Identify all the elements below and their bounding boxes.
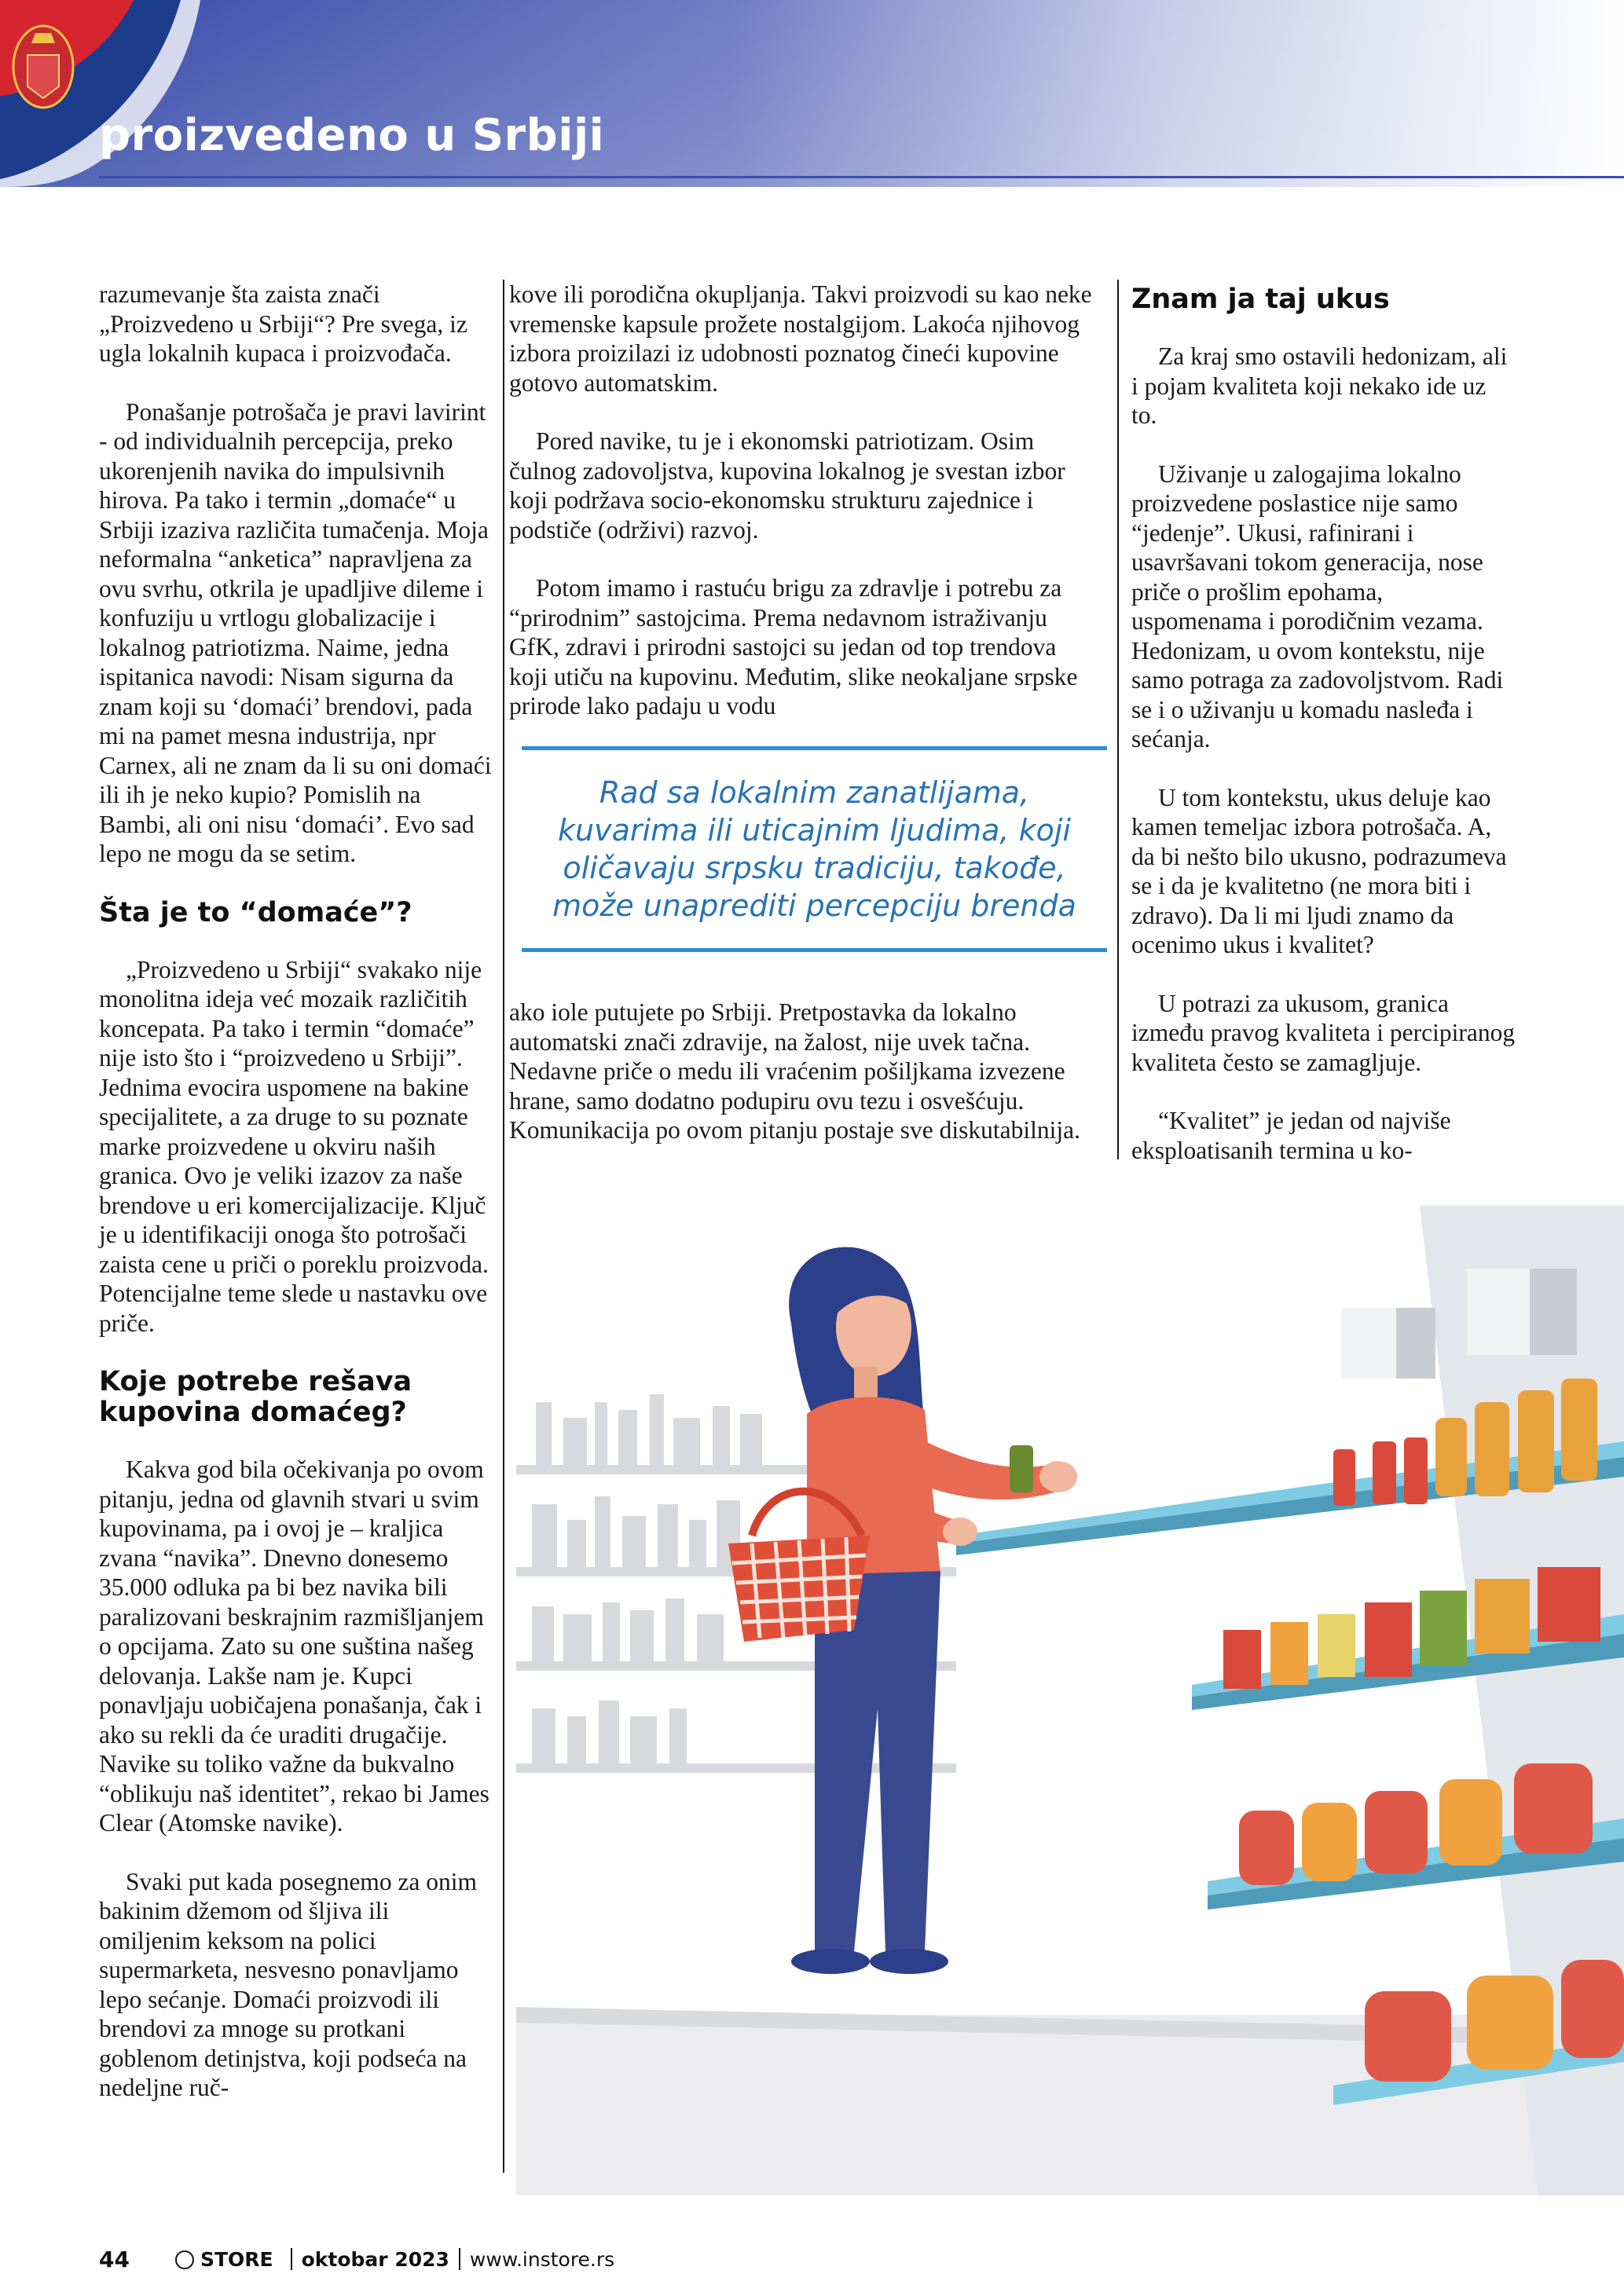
shopper-illustration — [516, 1206, 1624, 2195]
woman-shopper — [728, 1247, 1077, 1974]
paragraph: Pored navike, tu je i ekonomski patriotizam. Osim čulnog zadovoljstva, kupovina lokalnog je svestan izbor koji podržava socio-ekonomsku strukturu zajednice i podstiče (održivi) razvoj. — [509, 427, 1065, 544]
paragraph: “Kvalitet” je jedan od najviše eksploatisanih termina u ko- — [1131, 1107, 1451, 1164]
page-number: 44 — [99, 2246, 130, 2272]
paragraph: „Proizvedeno u Srbiji“ svakako nije monolitna ideja već mozaik različitih koncepata. Pa tako i termin “domaće” nije isto što i “proizvedeno u Srbiji”. Jednima evocira uspomene na bakine specijalitete, a za druge to su poznate marke proizvedene u okviru naših granica. Ovo je veliki izazov za naše brendove u eri komercijalizacije. Ključ je u identifikaciji onoga što potrošači zaista cene u priči o poreklu proizvoda. Potencijalne teme slede u nastavku ove priče. — [99, 955, 489, 1337]
page-footer — [99, 2245, 614, 2273]
paragraph: Za kraj smo ostavili hedonizam, ali i pojam kvaliteta koji nekako ide uz to. — [1131, 342, 1508, 429]
paragraph: Potom imamo i rastuću brigu za zdravlje i potrebu za “prirodnim” sastojcima. Prema nedavnom istraživanju GfK, zdravi i prirodni sastojci su jedan od top trendova koji utiču na kupovinu. Međutim, slike neokaljane srpske prirode lako padaju u vodu — [509, 574, 1078, 720]
article-column-1 — [99, 280, 496, 2132]
paragraph: kove ili porodična okupljanja. Takvi proizvodi su kao neke vremenske kapsule prožete nostalgijom. Lakoća njihovog izbora proizilazi iz udobnosti poznatog čineći kupovine gotovo automatskim. — [509, 280, 1092, 397]
paragraph: U potrazi za ukusom, granica između pravog kvaliteta i percipiranog kvaliteta često se zamagljuje. — [1131, 989, 1516, 1076]
article-column-2-continued — [509, 998, 1094, 1174]
website-link[interactable]: www.instore.rs — [469, 2247, 615, 2271]
section-header — [0, 0, 1624, 187]
column-divider — [503, 280, 504, 2173]
subheading: Koje potrebe rešava kupovina domaćeg? — [99, 1366, 412, 1428]
paragraph: Kakva god bila očekivanja po ovom pitanju, jedna od glavnih stvari u svim kupovinama, pa i ovoj je – kraljica zvana “navika”. Dnevno donesemo 35.000 odluka pa bi bez navika bili paralizovani beskrajnim razmišljanjem o opcijama. Zato su one suština našeg delovanja. Lakše nam je. Kupci ponavljaju uobičajena ponašanja, čak i ako su rekli da će uraditi drugačije. Navike su toliko važne da bukvalno “oblikuju naš identitet”, rekao bi James Clear (Atomske navike). — [99, 1456, 489, 1836]
pull-quote-text: Rad sa lokalnim zanatlijama, kuvarima ili uticajnim ljudima, koji oličavaju srpsku tradiciju, takođe, može unaprediti percepciju brenda — [552, 775, 1076, 923]
article-column-2 — [509, 280, 1094, 750]
paragraph: Svaki put kada posegnemo za onim bakinim džemom od šljiva ili omiljenim keksom na polici supermarketa, nesvesno ponavljamo lepo sećanje. Domaći proizvodi ili brendovi za mnoge su protkani goblenom detinjstva, koji podseća na nedeljne ruč- — [99, 1867, 478, 2101]
brand-name: STORE — [200, 2247, 273, 2271]
section-title: proizvedeno u Srbiji — [99, 110, 605, 161]
paragraph: Ponašanje potrošača je pravi lavirint - od individualnih percepcija, preko ukorenjenih navika do impulsivnih hirova. Pa tako i termin „domaće“ u Srbiji izaziva različita tumačenja. Moja neformalna “anketica” napravljena za ovu svrhu, otkrila je upadljive dileme i konfuziju u vrtlogu globalizacije i lokalnog patriotizma. Naime, jedna ispitanica navodi: Nisam sigurna da znam koji su ‘domaći’ brendovi, pada mi na pamet mesna industrija, npr Carnex, ali ne znam da li su oni domaći ili ih je neko kupio? Pomislih na Bambi, ali oni nisu ‘domaći’. Evo sad lepo ne mogu da se setim. — [99, 397, 492, 867]
subheading: Šta je to “domaće”? — [99, 896, 412, 928]
issue-date: oktobar 2023 — [301, 2247, 449, 2271]
footer-separator — [459, 2248, 460, 2270]
paragraph: razumevanje šta zaista znači „Proizvedeno u Srbiji“? Pre svega, iz ugla lokalnih kupaca i proizvođača. — [99, 280, 467, 367]
store-logo-icon — [175, 2250, 194, 2269]
subheading: Znam ja taj ukus — [1131, 284, 1390, 315]
article-column-3 — [1131, 280, 1516, 1194]
pull-quote — [522, 746, 1107, 952]
paragraph: U tom kontekstu, ukus deluje kao kamen temeljac izbora potrošača. A, da bi nešto bilo ukusno, podrazumeva se i da je kvalitetno (ne mora biti i zdravo). Da li mi ljudi znamo da ocenimo ukus i kvalitet? — [1131, 783, 1507, 958]
paragraph: Uživanje u zalogajima lokalno proizvedene poslastice nije samo “jedenje”. Ukusi, rafinirani i usavršavani tokom generacija, nose priče o prošlim epohama, uspomenama i porodičnim vezama. Hedonizam, u ovom kontekstu, nije samo potraga za zadovoljstvom. Radi se i o uživanju u komadu nasleđa i sećanja. — [1131, 460, 1504, 753]
footer-separator — [291, 2248, 292, 2270]
paragraph: ako iole putujete po Srbiji. Pretpostavka da lokalno automatski znači zdravije, na žalost, nije uvek tačna. Nedavne priče o medu ili vraćenim pošiljkama izvezene hrane, samo dodatno podupiru ovu tezu i osvešćuju. Komunikacija po ovom pitanju postaje sve diskutabilnija. — [509, 998, 1081, 1144]
column-divider — [1117, 280, 1119, 1159]
